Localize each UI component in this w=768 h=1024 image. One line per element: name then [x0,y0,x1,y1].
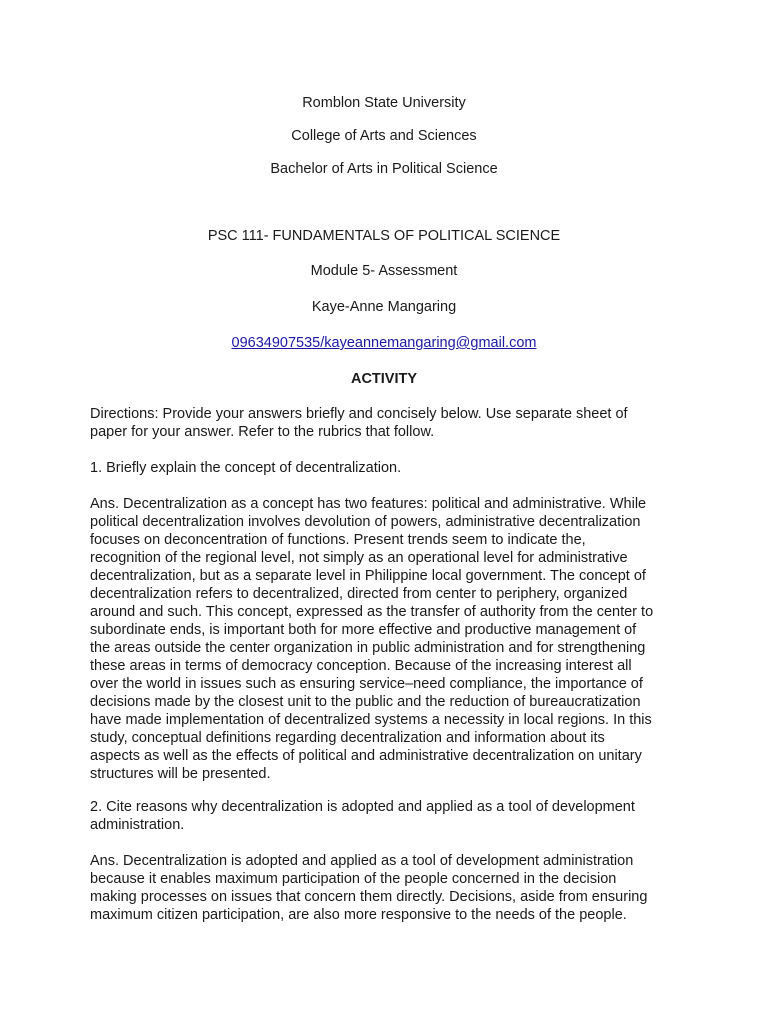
answer-1-line: structures will be presented. [90,766,271,782]
directions-line: paper for your answer. Refer to the rubrics that follow. [90,424,435,440]
question-2-line: administration. [90,817,185,833]
student-name: Kaye-Anne Mangaring [311,299,457,315]
course-title: PSC 111- FUNDAMENTALS OF POLITICAL SCIENCE [207,228,561,244]
answer-1-line: political decentralization involves devolution of powers, administrative decentralization [90,514,641,530]
answer-1-line: decentralization refers to decentralized, directed from center to periphery, organized [90,586,628,602]
answer-1-line: these areas in terms of democracy conception. Because of the increasing interest all [90,658,632,674]
answer-1-line: recognition of the regional level, not simply as an operational level for administrative [90,550,628,566]
question-2-line: 2. Cite reasons why decentralization is adopted and applied as a tool of development [90,799,635,815]
directions-line: Directions: Provide your answers briefly and concisely below. Use separate sheet of [90,406,628,422]
contact-line [0,334,768,352]
answer-1-paragraph [90,495,690,783]
question-2 [90,798,690,834]
answer-2-paragraph [90,852,690,924]
program-name: Bachelor of Arts in Political Science [270,161,498,177]
answer-1-line: decisions made by the closest unit to the public and the reduction of bureaucratization [90,694,641,710]
answer-1-line: Ans. Decentralization as a concept has two features: political and administrative. While [90,496,647,512]
question-1 [90,459,690,477]
contact-link[interactable]: 09634907535/kayeannemangaring@gmail.com [231,335,537,351]
activity-heading: ACTIVITY [350,371,418,387]
answer-1-line: the areas outside the center organization in public administration and for strengthening [90,640,646,656]
answer-2-line: because it enables maximum participation of the people concerned in the decision [90,871,617,887]
directions-paragraph [90,405,690,441]
module-title: Module 5- Assessment [310,263,458,279]
answer-1-line: decentralization, but as a separate level in Philippine local government. The concept of [90,568,646,584]
answer-1-line: subordinate ends, is important both for more effective and productive management of [90,622,637,638]
answer-1-line: focuses on deconcentration of functions. Present trends seem to indicate the, [90,532,586,548]
answer-1-line: study, conceptual definitions regarding decentralization and information about its [90,730,605,746]
answer-2-line: Ans. Decentralization is adopted and applied as a tool of development administration [90,853,634,869]
answer-1-line: have made implementation of decentralized systems a necessity in local regions. In this [90,712,652,728]
question-1-text: 1. Briefly explain the concept of decentralization. [90,460,402,476]
college-name: College of Arts and Sciences [291,128,477,144]
answer-1-line: aspects as well as the effects of political and administrative decentralization on unitary [90,748,642,764]
answer-1-line: around and such. This concept, expressed as the transfer of authority from the center to [90,604,654,620]
university-name: Romblon State University [302,95,466,111]
answer-2-line: making processes on issues that concern them directly. Decisions, aside from ensuring [90,889,648,905]
answer-2-line: maximum citizen participation, are also more responsive to the needs of the people. [90,907,627,923]
answer-1-line: over the world in issues such as ensuring service–need compliance, the importance of [90,676,643,692]
